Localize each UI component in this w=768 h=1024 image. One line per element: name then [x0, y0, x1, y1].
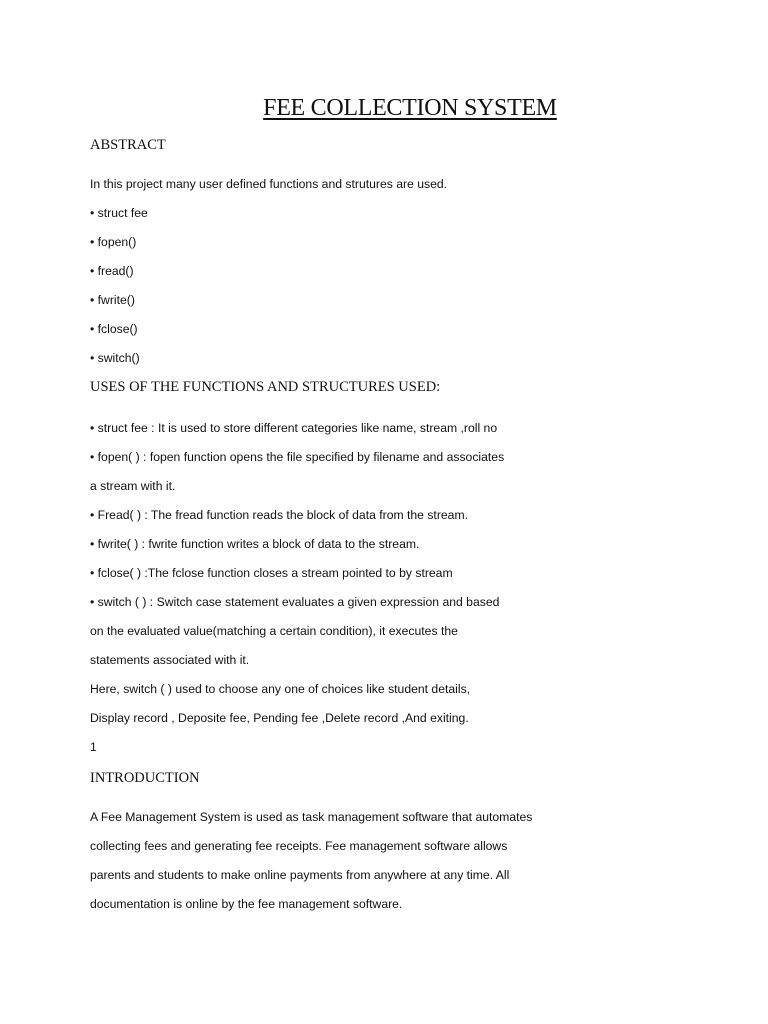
uses-line: Display record , Deposite fee, Pending fee ,Delete record ,And exiting.	[90, 711, 469, 725]
abstract-intro: In this project many user defined functions and strutures are used.	[90, 177, 448, 191]
uses-line: • fopen( ) : fopen function opens the file specified by filename and associates	[90, 450, 504, 464]
abstract-list-item: • fclose()	[90, 322, 138, 336]
introduction-line: collecting fees and generating fee receipts. Fee management software allows	[90, 839, 508, 853]
uses-line: • fclose( ) :The fclose function closes a stream pointed to by stream	[90, 566, 453, 580]
page-number: 1	[90, 740, 97, 754]
abstract-list-item: • fread()	[90, 264, 134, 278]
uses-heading: USES OF THE FUNCTIONS AND STRUCTURES USED:	[90, 379, 441, 395]
abstract-list-item: • fopen()	[90, 235, 136, 249]
introduction-heading: INTRODUCTION	[90, 770, 200, 786]
introduction-line: parents and students to make online payments from anywhere at any time. All	[90, 868, 510, 882]
abstract-list-item: • fwrite()	[90, 293, 135, 307]
uses-line: • switch ( ) : Switch case statement evaluates a given expression and based	[90, 595, 499, 609]
uses-line: • Fread( ) : The fread function reads the block of data from the stream.	[90, 508, 468, 522]
uses-line: Here, switch ( ) used to choose any one of choices like student details,	[90, 682, 471, 696]
document-title: FEE COLLECTION SYSTEM	[263, 95, 557, 121]
uses-line: a stream with it.	[90, 479, 176, 493]
introduction-line: documentation is online by the fee management software.	[90, 897, 403, 911]
uses-line: • fwrite( ) : fwrite function writes a block of data to the stream.	[90, 537, 419, 551]
abstract-heading: ABSTRACT	[90, 137, 166, 153]
uses-line: statements associated with it.	[90, 653, 250, 667]
uses-line: on the evaluated value(matching a certain condition), it executes the	[90, 624, 458, 638]
introduction-line: A Fee Management System is used as task management software that automates	[90, 810, 533, 824]
abstract-list-item: • switch()	[90, 351, 140, 365]
abstract-list-item: • struct fee	[90, 206, 148, 220]
uses-line: • struct fee : It is used to store different categories like name, stream ,roll no	[90, 421, 497, 435]
